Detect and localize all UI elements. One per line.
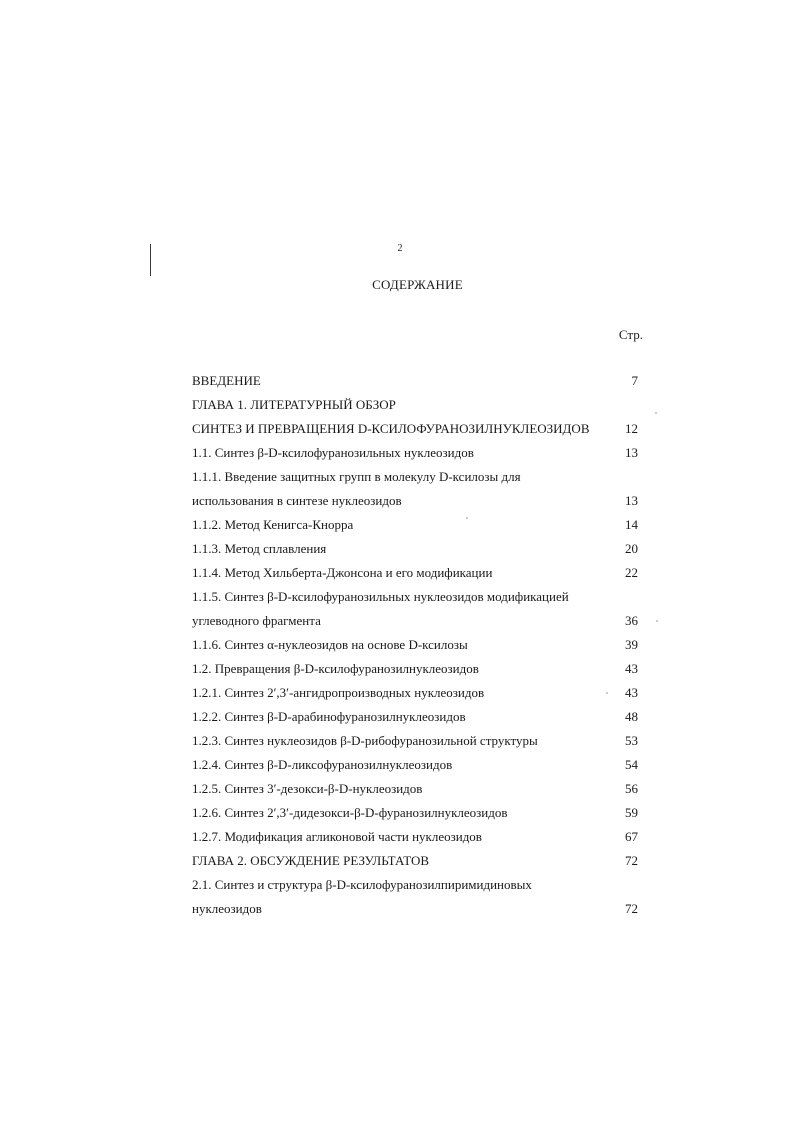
toc-entry bbox=[192, 489, 662, 513]
toc-entry bbox=[192, 825, 662, 849]
toc-entry-text: использования в синтезе нуклеозидов bbox=[192, 493, 402, 508]
toc-entry-text: ГЛАВА 1. ЛИТЕРАТУРНЫЙ ОБЗОР bbox=[192, 397, 396, 412]
toc-entry-page: 43 bbox=[625, 661, 638, 676]
toc-entry-page: 20 bbox=[625, 541, 638, 556]
toc-entry-page: 53 bbox=[625, 733, 638, 748]
toc-entry-page: 48 bbox=[625, 709, 638, 724]
page-number: 2 bbox=[397, 243, 403, 254]
toc-entry bbox=[192, 609, 662, 633]
toc-entry bbox=[192, 417, 662, 441]
toc-entry-text: СИНТЕЗ И ПРЕВРАЩЕНИЯ D-КСИЛОФУРАНОЗИЛНУКЛЕОЗИДОВ bbox=[192, 421, 590, 436]
toc-entry bbox=[192, 729, 662, 753]
toc-entry bbox=[192, 585, 662, 609]
toc-entry bbox=[192, 393, 662, 417]
toc-entry-page: 67 bbox=[625, 829, 638, 844]
toc-entry bbox=[192, 465, 662, 489]
scan-margin-mark bbox=[150, 244, 151, 276]
toc-entry-page: 72 bbox=[625, 853, 638, 868]
table-of-contents bbox=[192, 369, 662, 921]
toc-entry bbox=[192, 705, 662, 729]
toc-entry bbox=[192, 897, 662, 921]
toc-entry-page: 39 bbox=[625, 637, 638, 652]
toc-entry-text: нуклеозидов bbox=[192, 901, 262, 916]
toc-entry-text: 1.1.6. Синтез α-нуклеозидов на основе D-ксилозы bbox=[192, 637, 468, 652]
toc-entry-page: 59 bbox=[625, 805, 638, 820]
scan-speck bbox=[466, 517, 468, 519]
toc-entry-text: 1.2.3. Синтез нуклеозидов β-D-рибофуранозильной структуры bbox=[192, 733, 538, 748]
toc-entry-page: 54 bbox=[625, 757, 638, 772]
toc-entry bbox=[192, 753, 662, 777]
toc-entry-text: 1.1.5. Синтез β-D-ксилофуранозильных нуклеозидов модификацией bbox=[192, 589, 569, 604]
scan-speck bbox=[606, 692, 608, 694]
toc-entry-text: 1.2.1. Синтез 2′,3′-ангидропроизводных нуклеозидов bbox=[192, 685, 485, 700]
toc-entry bbox=[192, 561, 662, 585]
scan-speck bbox=[655, 412, 657, 414]
toc-entry-text: 1.1.1. Введение защитных групп в молекулу D-ксилозы для bbox=[192, 469, 521, 484]
toc-entry bbox=[192, 369, 662, 393]
toc-entry-page: 22 bbox=[625, 565, 638, 580]
toc-entry-page: 56 bbox=[625, 781, 638, 796]
toc-entry-page: 13 bbox=[625, 493, 638, 508]
toc-entry bbox=[192, 537, 662, 561]
scan-speck bbox=[656, 620, 658, 622]
toc-title: СОДЕРЖАНИЕ bbox=[372, 277, 463, 292]
toc-entry bbox=[192, 777, 662, 801]
toc-entry-page: 13 bbox=[625, 445, 638, 460]
toc-entry bbox=[192, 801, 662, 825]
toc-entry-page: 12 bbox=[625, 421, 638, 436]
toc-entry-text: ГЛАВА 2. ОБСУЖДЕНИЕ РЕЗУЛЬТАТОВ bbox=[192, 853, 430, 868]
toc-entry-text: 1.1. Синтез β-D-ксилофуранозильных нуклеозидов bbox=[192, 445, 474, 460]
toc-entry bbox=[192, 513, 662, 537]
toc-entry-text: 1.2.6. Синтез 2′,3′-дидезокси-β-D-фуранозилнуклеозидов bbox=[192, 805, 508, 820]
toc-entry-page: 36 bbox=[625, 613, 638, 628]
toc-entry bbox=[192, 441, 662, 465]
toc-entry-text: 2.1. Синтез и структура β-D-ксилофуранозилпиримидиновых bbox=[192, 877, 532, 892]
toc-entry-page: 43 bbox=[625, 685, 638, 700]
toc-entry-text: 1.2.4. Синтез β-D-ликсофуранозилнуклеозидов bbox=[192, 757, 453, 772]
toc-entry bbox=[192, 849, 662, 873]
toc-entry-page: 7 bbox=[631, 373, 638, 388]
page-column-header: Стр. bbox=[618, 327, 643, 342]
toc-entry-text: углеводного фрагмента bbox=[192, 613, 321, 628]
toc-entry-text: 1.2.7. Модификация агликоновой части нуклеозидов bbox=[192, 829, 482, 844]
toc-entry-text: 1.2.5. Синтез 3′-дезокси-β-D-нуклеозидов bbox=[192, 781, 423, 796]
toc-entry bbox=[192, 873, 662, 897]
toc-entry-text: ВВЕДЕНИЕ bbox=[192, 373, 261, 388]
toc-entry-text: 1.1.2. Метод Кенигса-Кнорра bbox=[192, 517, 354, 532]
toc-entry-text: 1.2. Превращения β-D-ксилофуранозилнуклеозидов bbox=[192, 661, 479, 676]
toc-entry bbox=[192, 657, 662, 681]
toc-entry-text: 1.1.4. Метод Хильберта-Джонсона и его модификации bbox=[192, 565, 493, 580]
toc-entry-page: 14 bbox=[625, 517, 638, 532]
toc-entry-text: 1.1.3. Метод сплавления bbox=[192, 541, 327, 556]
toc-entry-page: 72 bbox=[625, 901, 638, 916]
toc-entry bbox=[192, 633, 662, 657]
toc-entry bbox=[192, 681, 662, 705]
toc-entry-text: 1.2.2. Синтез β-D-арабинофуранозилнуклеозидов bbox=[192, 709, 466, 724]
